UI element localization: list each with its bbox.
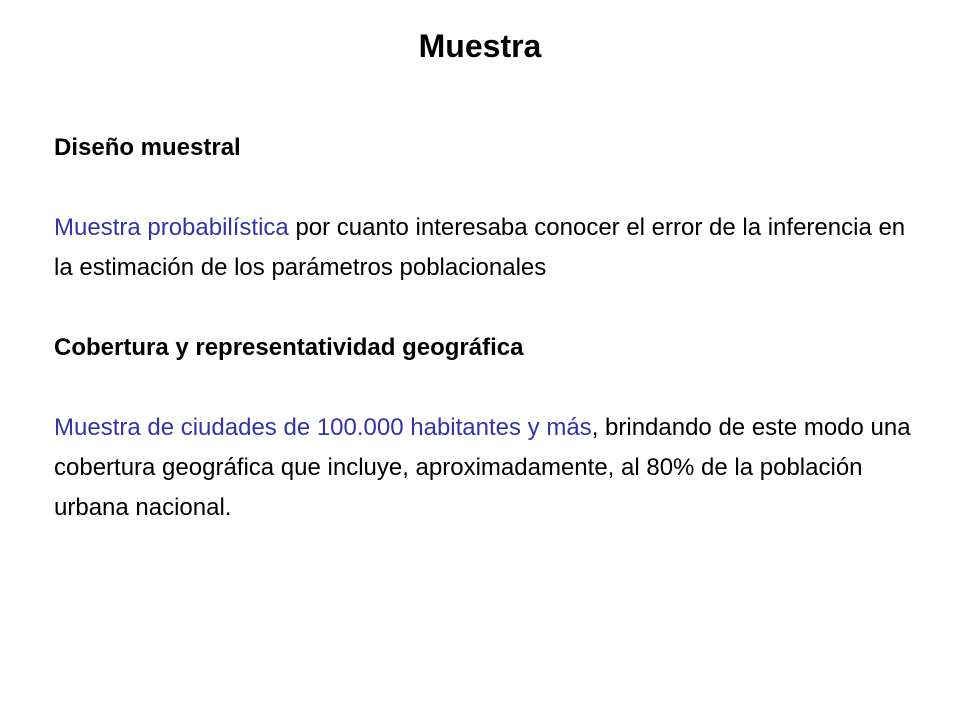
section-coverage xyxy=(54,328,914,528)
section-sample-design xyxy=(54,128,914,288)
section-heading: Diseño muestral xyxy=(54,134,241,161)
section-paragraph xyxy=(54,208,914,288)
spacer xyxy=(54,288,914,328)
section-paragraph xyxy=(54,408,914,528)
slide-title: Muestra xyxy=(418,28,542,64)
spacer xyxy=(54,168,914,208)
section-heading: Cobertura y representatividad geográfica xyxy=(54,334,524,361)
highlighted-phrase: Muestra probabilística xyxy=(54,214,289,241)
slide-body xyxy=(54,128,914,528)
spacer xyxy=(54,368,914,408)
highlighted-phrase: Muestra de ciudades de 100.000 habitantes y más xyxy=(54,414,592,441)
paragraph-text: por cuanto interesaba conocer el error de la inferencia en la estimación de los parámetros poblacionales xyxy=(54,214,906,281)
paragraph-text: , brindando de este modo una cobertura geográfica que incluye, aproximadamente, al 80% de la población urbana nacional. xyxy=(54,414,911,521)
